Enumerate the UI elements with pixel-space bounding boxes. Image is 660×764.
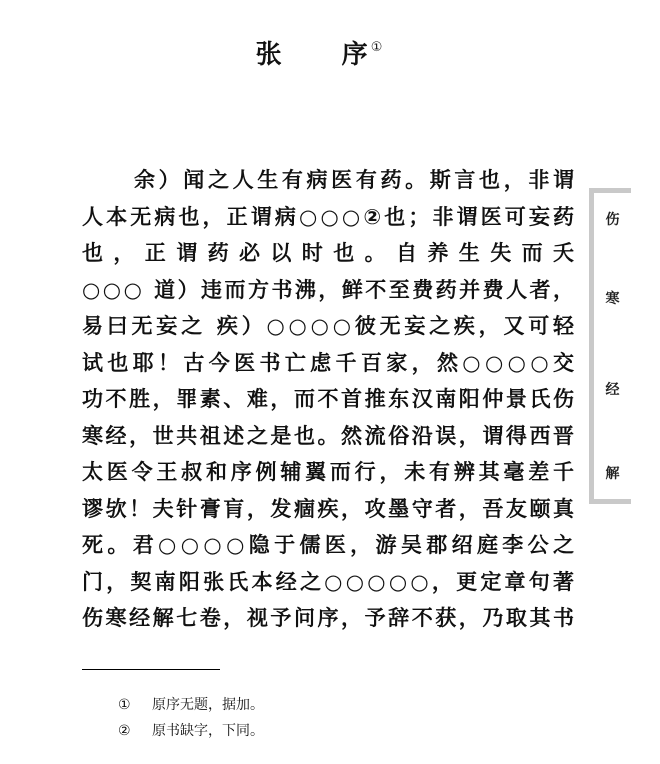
body-text: [82, 162, 574, 637]
body-line: 寒经，世共祖述之是也。然流俗沿误，谓得西晋: [82, 423, 574, 448]
title-char-left: 张: [255, 40, 284, 70]
body-line: 门，契南阳张氏本经之○○○○○，更定章句著: [82, 569, 574, 594]
body-line: 余）闻之人生有病医有药。斯言也，非谓: [134, 168, 574, 192]
body-line: 易曰无妄之 疾）○○○○彼无妄之疾，又可轻: [82, 314, 574, 338]
footnote: [118, 694, 264, 720]
footnote-text: 原书缺字，下同。: [152, 723, 264, 739]
footnote-mark: ②: [118, 723, 131, 739]
body-line: ○○○ 道）违而方书沸，鲜不至费药并费人者，: [82, 277, 574, 302]
side-tab-char: 解: [605, 466, 620, 482]
body-line: 伤寒经解七卷，视予问序，予辞不获，乃取其书: [82, 606, 574, 630]
footnote-text: 原序无题，据加。: [152, 697, 264, 713]
body-line: 人本无病也，正谓病○○○②也；非谓医可妄药: [82, 204, 574, 229]
footnotes: [118, 694, 264, 746]
footnote: [118, 720, 264, 746]
title-footnote-ref: ①: [370, 40, 385, 55]
footnote-mark: ①: [118, 697, 131, 713]
body-line: 试也耶！古今医书亡虑千百家，然○○○○交: [82, 350, 574, 375]
body-line: 谬欤！夫针膏肓，发痼疾，攻墨守者，吾友颐真: [82, 496, 574, 521]
title-char-right: 序: [341, 40, 370, 70]
body-line: 功不胜，罪素、难，而不首推东汉南阳仲景氏伤: [82, 387, 574, 411]
side-tab-char: 寒: [605, 291, 620, 307]
page-title: [0, 34, 640, 71]
side-tab-char: 伤: [605, 212, 620, 228]
body-line: 太医令王叔和序例辅翼而行，未有辨其毫差千: [82, 460, 574, 484]
body-line: 死。君○○○○隐于儒医，游吴郡绍庭李公之: [82, 533, 574, 557]
side-tab-char: 经: [605, 382, 620, 398]
body-line: 也，正谓药必以时也。自养生失而夭: [82, 241, 574, 265]
chapter-side-tab: [589, 188, 631, 504]
footnote-divider: [82, 669, 220, 670]
